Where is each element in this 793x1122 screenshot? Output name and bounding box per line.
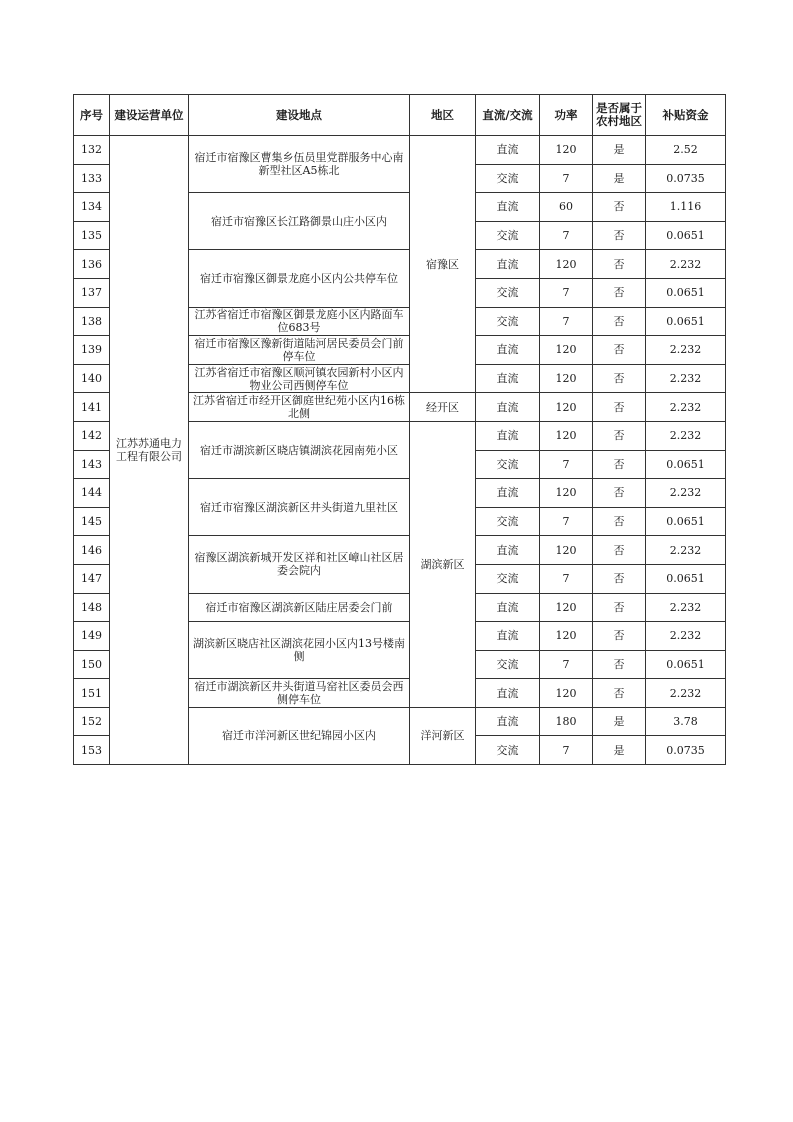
seq-cell: 149	[74, 622, 110, 651]
power-cell: 120	[540, 593, 593, 622]
power-cell: 7	[540, 164, 593, 193]
current-cell: 直流	[476, 336, 540, 365]
subsidy-cell: 0.0735	[646, 164, 726, 193]
subsidy-cell: 2.232	[646, 536, 726, 565]
power-cell: 7	[540, 736, 593, 765]
current-cell: 交流	[476, 164, 540, 193]
seq-cell: 132	[74, 136, 110, 165]
location-cell: 宿迁市宿豫区长江路御景山庄小区内	[189, 193, 410, 250]
power-cell: 120	[540, 479, 593, 508]
rural-cell: 否	[593, 421, 646, 450]
power-cell: 120	[540, 250, 593, 279]
seq-cell: 141	[74, 393, 110, 422]
subsidy-table	[73, 94, 726, 765]
power-cell: 120	[540, 364, 593, 393]
current-cell: 交流	[476, 564, 540, 593]
current-cell: 直流	[476, 536, 540, 565]
rural-cell: 否	[593, 221, 646, 250]
unit-cell: 江苏苏通电力工程有限公司	[110, 136, 189, 765]
current-cell: 交流	[476, 736, 540, 765]
subsidy-cell: 2.232	[646, 479, 726, 508]
location-cell: 宿迁市宿豫区湖滨新区井头街道九里社区	[189, 479, 410, 536]
subsidy-cell: 0.0651	[646, 507, 726, 536]
current-cell: 直流	[476, 593, 540, 622]
power-cell: 120	[540, 679, 593, 708]
power-cell: 7	[540, 564, 593, 593]
header-unit: 建设运营单位	[110, 95, 189, 136]
current-cell: 交流	[476, 278, 540, 307]
seq-cell: 146	[74, 536, 110, 565]
seq-cell: 135	[74, 221, 110, 250]
subsidy-cell: 2.232	[646, 250, 726, 279]
power-cell: 120	[540, 421, 593, 450]
rural-cell: 否	[593, 650, 646, 679]
power-cell: 180	[540, 707, 593, 736]
power-cell: 7	[540, 278, 593, 307]
seq-cell: 138	[74, 307, 110, 336]
subsidy-cell: 2.232	[646, 393, 726, 422]
subsidy-cell: 0.0651	[646, 221, 726, 250]
subsidy-cell: 2.232	[646, 622, 726, 651]
seq-cell: 133	[74, 164, 110, 193]
subsidy-cell: 0.0651	[646, 650, 726, 679]
rural-cell: 否	[593, 336, 646, 365]
header-district: 地区	[410, 95, 476, 136]
subsidy-cell: 0.0651	[646, 450, 726, 479]
seq-cell: 137	[74, 278, 110, 307]
district-cell: 洋河新区	[410, 707, 476, 764]
subsidy-cell: 2.232	[646, 336, 726, 365]
current-cell: 直流	[476, 364, 540, 393]
rural-cell: 否	[593, 278, 646, 307]
power-cell: 60	[540, 193, 593, 222]
subsidy-cell: 0.0651	[646, 278, 726, 307]
rural-cell: 否	[593, 679, 646, 708]
rural-cell: 否	[593, 307, 646, 336]
current-cell: 直流	[476, 393, 540, 422]
rural-cell: 否	[593, 450, 646, 479]
header-rural	[593, 95, 646, 136]
rural-cell: 否	[593, 507, 646, 536]
current-cell: 直流	[476, 136, 540, 165]
current-cell: 直流	[476, 679, 540, 708]
rural-cell: 否	[593, 564, 646, 593]
current-cell: 直流	[476, 421, 540, 450]
subsidy-cell: 2.52	[646, 136, 726, 165]
seq-cell: 152	[74, 707, 110, 736]
header-location: 建设地点	[189, 95, 410, 136]
header-power: 功率	[540, 95, 593, 136]
power-cell: 7	[540, 221, 593, 250]
rural-cell: 否	[593, 479, 646, 508]
subsidy-cell: 1.116	[646, 193, 726, 222]
seq-cell: 139	[74, 336, 110, 365]
seq-cell: 151	[74, 679, 110, 708]
subsidy-cell: 0.0651	[646, 307, 726, 336]
district-cell: 经开区	[410, 393, 476, 422]
district-cell: 湖滨新区	[410, 421, 476, 707]
header-row	[74, 95, 726, 136]
location-cell: 江苏省宿迁市宿豫区御景龙庭小区内路面车位683号	[189, 307, 410, 336]
table-row	[74, 136, 726, 165]
power-cell: 120	[540, 536, 593, 565]
header-current: 直流/交流	[476, 95, 540, 136]
location-cell: 宿迁市湖滨新区井头街道马窑社区委员会西侧停车位	[189, 679, 410, 708]
current-cell: 交流	[476, 450, 540, 479]
current-cell: 直流	[476, 707, 540, 736]
power-cell: 7	[540, 507, 593, 536]
location-cell: 江苏省宿迁市宿豫区顺河镇农园新村小区内物业公司西侧停车位	[189, 364, 410, 393]
seq-cell: 150	[74, 650, 110, 679]
header-subsidy: 补贴资金	[646, 95, 726, 136]
header-seq: 序号	[74, 95, 110, 136]
seq-cell: 148	[74, 593, 110, 622]
seq-cell: 153	[74, 736, 110, 765]
seq-cell: 143	[74, 450, 110, 479]
rural-cell: 是	[593, 136, 646, 165]
subsidy-cell: 2.232	[646, 421, 726, 450]
subsidy-cell: 2.232	[646, 593, 726, 622]
location-cell: 宿迁市宿豫区湖滨新区陆庄居委会门前	[189, 593, 410, 622]
rural-cell: 是	[593, 164, 646, 193]
seq-cell: 140	[74, 364, 110, 393]
location-cell: 江苏省宿迁市经开区御庭世纪苑小区内16栋北侧	[189, 393, 410, 422]
power-cell: 120	[540, 136, 593, 165]
seq-cell: 134	[74, 193, 110, 222]
seq-cell: 144	[74, 479, 110, 508]
location-cell: 宿迁市宿豫区曹集乡伍员里党群服务中心南新型社区A5栋北	[189, 136, 410, 193]
location-cell: 宿迁市宿豫区豫新街道陆河居民委员会门前停车位	[189, 336, 410, 365]
location-cell: 宿迁市湖滨新区晓店镇湖滨花园南苑小区	[189, 421, 410, 478]
rural-cell: 否	[593, 193, 646, 222]
seq-cell: 147	[74, 564, 110, 593]
rural-cell: 否	[593, 364, 646, 393]
power-cell: 7	[540, 307, 593, 336]
power-cell: 120	[540, 622, 593, 651]
seq-cell: 142	[74, 421, 110, 450]
current-cell: 交流	[476, 507, 540, 536]
header-rural-line1: 是否属于	[596, 101, 642, 115]
subsidy-cell: 0.0735	[646, 736, 726, 765]
location-cell: 宿迁市宿豫区御景龙庭小区内公共停车位	[189, 250, 410, 307]
seq-cell: 145	[74, 507, 110, 536]
rural-cell: 否	[593, 393, 646, 422]
current-cell: 交流	[476, 307, 540, 336]
header-rural-line2: 农村地区	[596, 114, 642, 128]
rural-cell: 否	[593, 250, 646, 279]
current-cell: 直流	[476, 250, 540, 279]
rural-cell: 否	[593, 593, 646, 622]
district-cell: 宿豫区	[410, 136, 476, 393]
rural-cell: 否	[593, 536, 646, 565]
power-cell: 7	[540, 450, 593, 479]
seq-cell: 136	[74, 250, 110, 279]
subsidy-cell: 2.232	[646, 679, 726, 708]
rural-cell: 是	[593, 736, 646, 765]
rural-cell: 是	[593, 707, 646, 736]
location-cell: 宿迁市洋河新区世纪锦园小区内	[189, 707, 410, 764]
current-cell: 直流	[476, 479, 540, 508]
subsidy-cell: 2.232	[646, 364, 726, 393]
current-cell: 交流	[476, 650, 540, 679]
power-cell: 120	[540, 336, 593, 365]
current-cell: 直流	[476, 622, 540, 651]
power-cell: 7	[540, 650, 593, 679]
subsidy-cell: 3.78	[646, 707, 726, 736]
current-cell: 交流	[476, 221, 540, 250]
subsidy-cell: 0.0651	[646, 564, 726, 593]
location-cell: 湖滨新区晓店社区湖滨花园小区内13号楼南侧	[189, 622, 410, 679]
power-cell: 120	[540, 393, 593, 422]
current-cell: 直流	[476, 193, 540, 222]
location-cell: 宿豫区湖滨新城开发区祥和社区嶂山社区居委会院内	[189, 536, 410, 593]
rural-cell: 否	[593, 622, 646, 651]
